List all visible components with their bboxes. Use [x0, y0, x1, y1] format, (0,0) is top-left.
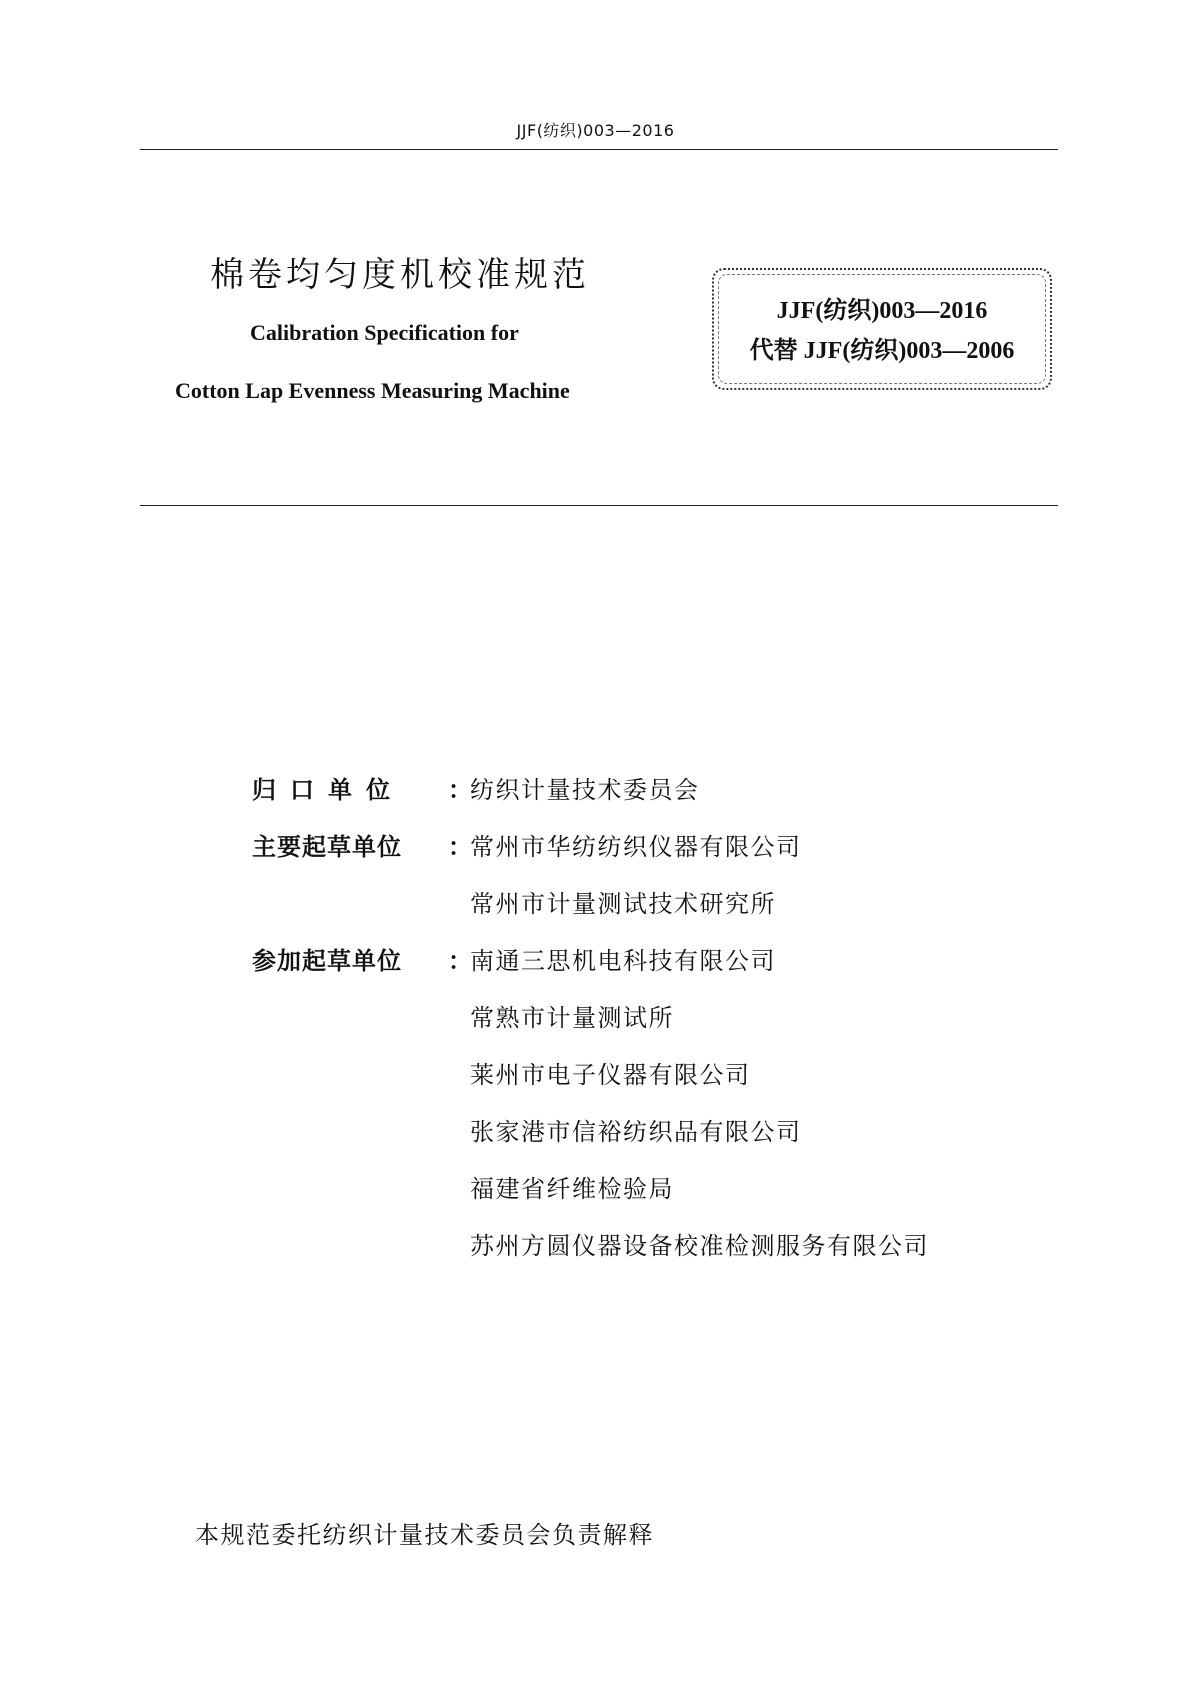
participating-drafter: 常熟市计量测试所 [470, 1004, 674, 1032]
participating-drafters-label: 参加起草单位 [252, 947, 402, 975]
org-row-participating [252, 1169, 929, 1226]
main-drafter: 常州市华纺纺织仪器有限公司 [470, 833, 802, 861]
header-rule [140, 149, 1058, 150]
org-row-participating [252, 941, 929, 998]
org-row-main-drafter [252, 884, 929, 941]
title-english-line-2: Cotton Lap Evenness Measuring Machine [175, 378, 570, 403]
org-row-participating [252, 998, 929, 1055]
participating-drafter: 莱州市电子仪器有限公司 [470, 1061, 751, 1089]
standard-number-current: JJF(纺织)003—2016 [776, 298, 988, 324]
responsible-unit-label: 归口单位 [252, 776, 404, 804]
responsible-unit: 纺织计量技术委员会 [470, 776, 700, 804]
title-chinese: 棉卷均匀度机校准规范 [210, 255, 590, 295]
title-english-line-1: Calibration Specification for [250, 320, 519, 345]
drafting-organizations [252, 770, 929, 1283]
org-row-participating [252, 1226, 929, 1283]
standard-number-replaces: 代替 JJF(纺织)003—2006 [749, 338, 1015, 364]
participating-drafter: 南通三思机电科技有限公司 [470, 947, 776, 975]
label-colon: ： [448, 833, 472, 861]
participating-drafter: 福建省纤维检验局 [470, 1175, 674, 1203]
interpretation-note: 本规范委托纺织计量技术委员会负责解释 [195, 1521, 654, 1549]
org-row-main-drafter [252, 827, 929, 884]
org-row-responsible [252, 770, 929, 827]
main-drafter: 常州市计量测试技术研究所 [470, 890, 776, 918]
standard-number-box [712, 268, 1052, 390]
title-rule [140, 505, 1058, 506]
main-drafters-label: 主要起草单位 [252, 833, 402, 861]
participating-drafter: 苏州方圆仪器设备校准检测服务有限公司 [470, 1232, 929, 1260]
running-header: JJF(纺织)003—2016 [516, 121, 675, 140]
org-row-participating [252, 1055, 929, 1112]
org-row-participating [252, 1112, 929, 1169]
label-colon: ： [448, 947, 472, 975]
label-colon: ： [448, 776, 472, 804]
participating-drafter: 张家港市信裕纺织品有限公司 [470, 1118, 802, 1146]
